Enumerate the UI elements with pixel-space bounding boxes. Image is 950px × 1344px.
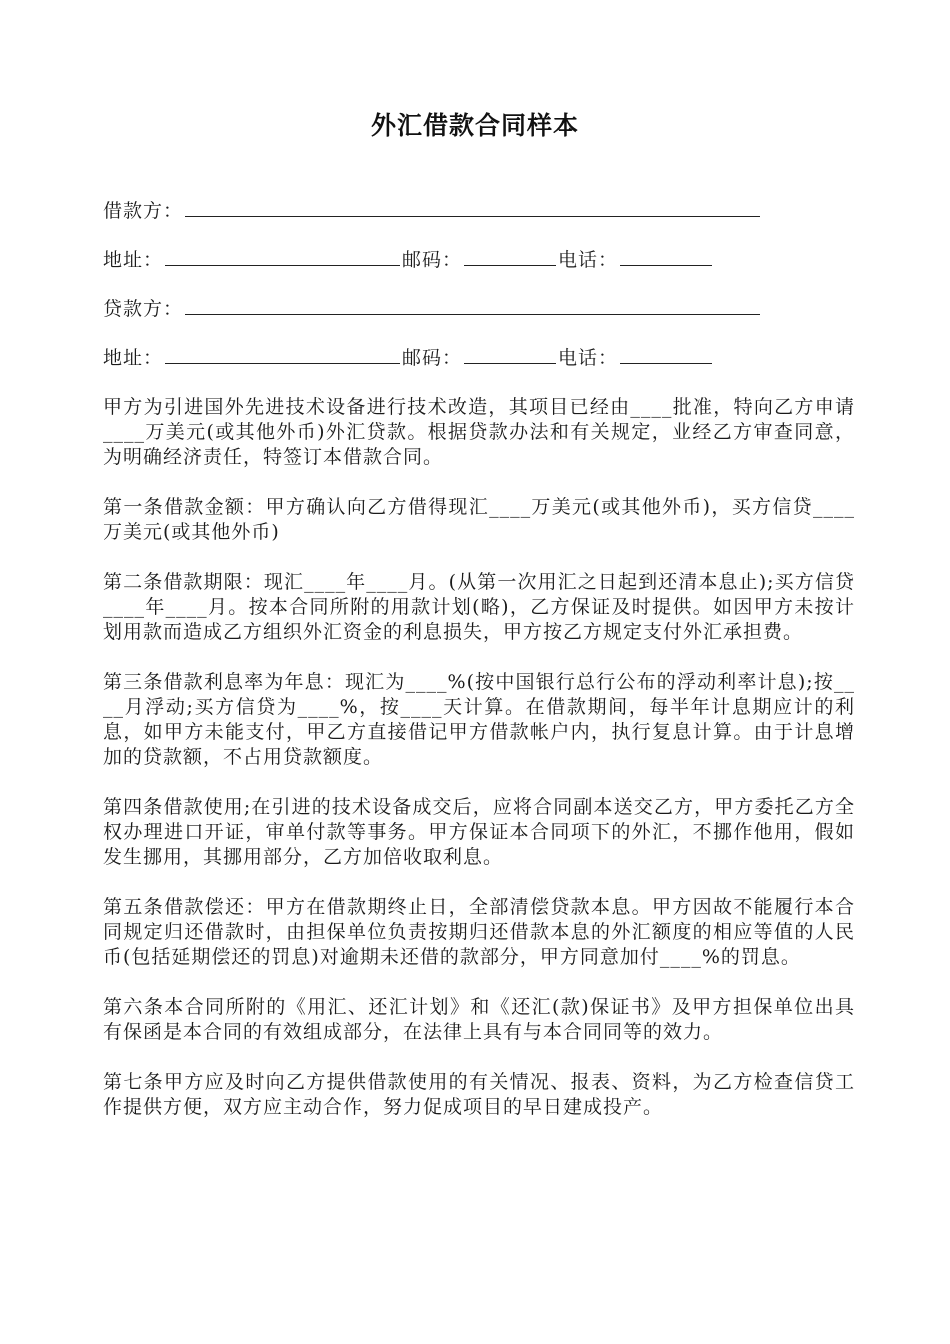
lender-address-label: 地址：	[103, 347, 164, 369]
borrower-address-blank	[165, 245, 400, 266]
borrower-address-line	[103, 245, 855, 270]
article-2-paragraph: 第二条借款期限：现汇____年____月。(从第一次用汇之日起到还清本息止);买方信贷____年____月。按本合同所附的用款计划(略)，乙方保证及时提供。如因甲方未按计划用款而造成乙方组织外汇资金的利息损失，甲方按乙方规定支付外汇承担费。	[103, 571, 855, 643]
article-5-paragraph: 第五条借款偿还：甲方在借款期终止日，全部清偿贷款本息。甲方因故不能履行本合同规定归还借款时，由担保单位负责按期归还借款本息的外汇额度的相应等值的人民币(包括延期偿还的罚息)对逾期未还借的款部分，甲方同意加付____%的罚息。	[103, 896, 855, 968]
article-4-paragraph: 第四条借款使用;在引进的技术设备成交后，应将合同副本送交乙方，甲方委托乙方全权办理进口开证，审单付款等事务。甲方保证本合同项下的外汇，不挪作他用，假如发生挪用，其挪用部分，乙方加倍收取利息。	[103, 796, 855, 868]
borrower-line	[103, 196, 855, 221]
borrower-address-label: 地址：	[103, 249, 164, 271]
lender-postcode-blank	[464, 343, 556, 364]
article-6-paragraph: 第六条本合同所附的《用汇、还汇计划》和《还汇(款)保证书》及甲方担保单位出具有保函是本合同的有效组成部分，在法律上具有与本合同同等的效力。	[103, 996, 855, 1043]
lender-address-blank	[165, 343, 400, 364]
article-7-paragraph: 第七条甲方应及时向乙方提供借款使用的有关情况、报表、资料，为乙方检查信贷工作提供方便，双方应主动合作，努力促成项目的早日建成投产。	[103, 1071, 855, 1118]
lender-blank	[185, 294, 760, 315]
borrower-label: 借款方：	[103, 200, 184, 222]
lender-label: 贷款方：	[103, 298, 184, 320]
document-title: 外汇借款合同样本	[370, 111, 579, 140]
lender-phone-blank	[620, 343, 712, 364]
borrower-postcode-label: 邮码：	[402, 249, 463, 271]
lender-line	[103, 294, 855, 319]
article-1-paragraph: 第一条借款金额：甲方确认向乙方借得现汇____万美元(或其他外币)，买方信贷____万美元(或其他外币)	[103, 496, 855, 543]
borrower-phone-label: 电话：	[558, 249, 619, 271]
document-body	[103, 196, 855, 1120]
lender-postcode-label: 邮码：	[402, 347, 463, 369]
intro-paragraph: 甲方为引进国外先进技术设备进行技术改造，其项目已经由____批准，特向乙方申请____万美元(或其他外币)外汇贷款。根据贷款办法和有关规定，业经乙方审查同意，为明确经济责任，特签订本借款合同。	[103, 396, 855, 468]
borrower-postcode-blank	[464, 245, 556, 266]
article-3-paragraph: 第三条借款利息率为年息：现汇为____%(按中国银行总行公布的浮动利率计息);按____月浮动;买方信贷为____%，按____天计算。在借款期间，每半年计息期应计的利息，如甲方未能支付，甲乙方直接借记甲方借款帐户内，执行复息计算。由于计息增加的贷款额，不占用贷款额度。	[103, 671, 855, 768]
lender-phone-label: 电话：	[558, 347, 619, 369]
borrower-blank	[185, 196, 760, 217]
lender-address-line	[103, 343, 855, 368]
borrower-phone-blank	[620, 245, 712, 266]
